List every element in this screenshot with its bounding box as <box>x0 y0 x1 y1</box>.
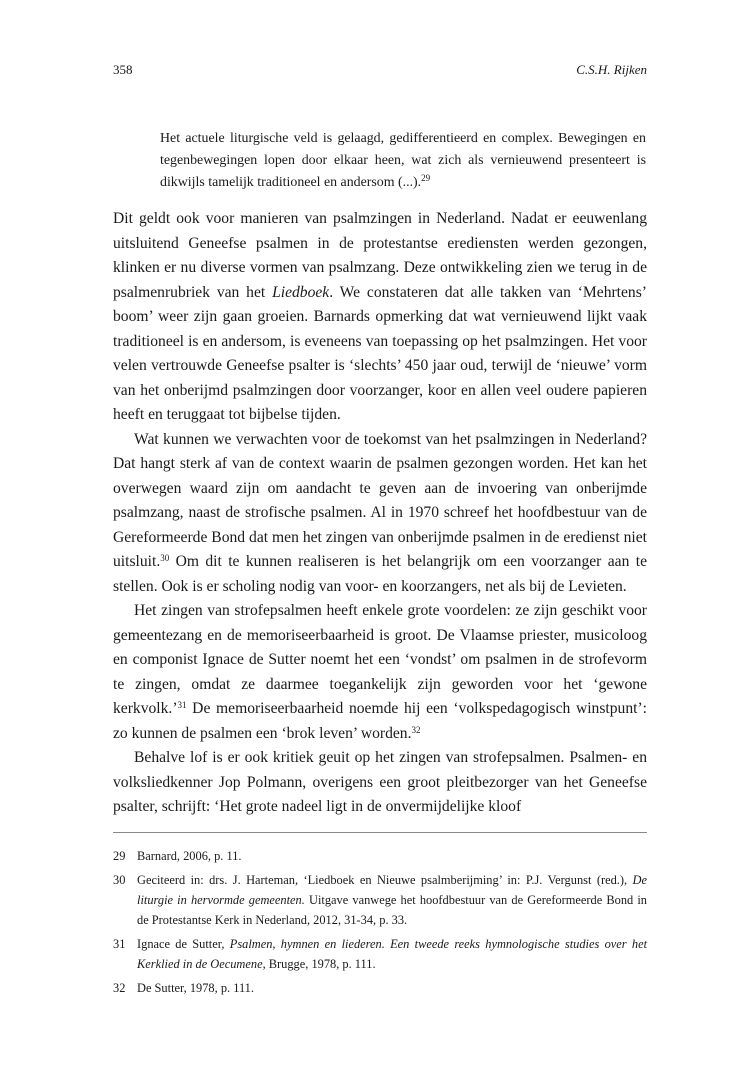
paragraph-3 <box>113 599 647 746</box>
paragraph-1-title-liedboek: Liedboek <box>272 283 330 301</box>
footnote-text-a: Ignace de Sutter, <box>137 937 230 951</box>
footnote-text-b: , Brugge, 1978, p. 111. <box>262 957 376 971</box>
footnote-30 <box>113 870 647 930</box>
footnote-text: Barnard, 2006, p. 11. <box>137 849 242 863</box>
footnote-text-a: Geciteerd in: drs. J. Harteman, ‘Liedboek en Nieuwe psalmberijming’ in: P.J. Vergunst (red.), <box>137 873 633 887</box>
footnote-divider <box>113 832 647 833</box>
block-quote-text: Het actuele liturgische veld is gelaagd, gedifferentieerd en complex. Bewegingen en tegenbewegingen lopen door elkaar heen, wat zich als vernieuwend presenteert is dikwijls tamelijk traditioneel en andersom (...). <box>160 131 646 190</box>
paragraph-3-text-b: De memoriseerbaarheid noemde hij een ‘volkspedagogisch winstpunt’: zo kunnen de psalmen een ‘brok leven’ worden. <box>113 700 647 742</box>
footnotes <box>113 846 647 1002</box>
page-number: 358 <box>113 62 133 77</box>
footnote-ref-29[interactable]: 29 <box>421 173 431 183</box>
footnote-number: 31 <box>113 937 126 951</box>
running-header <box>113 62 647 84</box>
footnote-number: 29 <box>113 849 126 863</box>
paragraph-2-text-b: Om dit te kunnen realiseren is het belangrijk om een voorzanger aan te stellen. Ook is er scholing nodig van voor- en koorzangers, net als bij de Levieten. <box>113 553 647 595</box>
footnote-ref-31[interactable]: 31 <box>177 700 187 710</box>
footnote-text-b: Uitgave vanwege het hoofdbestuur van de Gereformeerde Bond in de Protestantse Kerk in Nederland, 2012, 31-34, p. 33. <box>137 893 648 927</box>
paragraph-2 <box>113 428 647 600</box>
footnote-number: 32 <box>113 981 126 995</box>
paragraph-1 <box>113 207 647 428</box>
footnote-text: De Sutter, 1978, p. 111. <box>137 981 254 995</box>
footnote-31 <box>113 934 647 974</box>
footnote-number: 30 <box>113 873 126 887</box>
footnote-ref-30[interactable]: 30 <box>160 553 170 563</box>
footnote-ref-32[interactable]: 32 <box>411 724 421 735</box>
paragraph-2-text-a: Wat kunnen we verwachten voor de toekomst van het psalmzingen in Nederland? Dat hangt sterk af van de context waarin de psalmen gezongen worden. Het kan het overwegen waard zijn om aandacht te geven aan de invoering van onberijmde psalmzang, naast de strofische psalmen. Al in 1970 schreef het hoofdbestuur van de Gereformeerde Bond dat men het zingen van onberijmde psalmen in de eredienst niet uitsluit. <box>113 430 647 570</box>
running-header-author: C.S.H. Rijken <box>576 62 647 77</box>
paragraph-1-text-a: Dit geldt ook voor manieren van psalmzingen in Nederland. Nadat er eeuwenlang uitsluitend Geneefse psalmen in de protestantse erediensten werden gezongen, klinken er nu diverse vormen van psalmzang. Deze ontwikkeling zien we terug in de psalmenrubriek van het <box>113 210 647 301</box>
footnote-29 <box>113 846 647 866</box>
paragraph-1-text-b: . We constateren dat alle takken van ‘Mehrtens’ boom’ weer zijn gaan groeien. Barnards opmerking dat wat vernieuwend lijkt vaak traditioneel is en andersom, is eveneens van toepassing op het psalmzingen. Het voor velen vertrouwde Geneefse psalter is ‘slechts’ 450 jaar oud, terwijl de ‘nieuwe’ vorm van het onberijmd psalmzingen door voorzanger, koor en allen veel oudere papieren heeft en teruggaat tot bijbelse tijden. <box>113 283 647 423</box>
paragraph-4: Behalve lof is er ook kritiek geuit op het zingen van strofepsalmen. Psalmen- en volksliedkenner Jop Polmann, overigens een groot pleitbezorger van het Geneefse psalter, schrijft: ‘Het grote nadeel ligt in de onvermijdelijke kloof <box>113 749 647 815</box>
footnote-32 <box>113 978 647 998</box>
paragraph-3-text-a: Het zingen van strofepsalmen heeft enkele grote voordelen: ze zijn geschikt voor gemeentezang en de memoriseerbaarheid is groot. De Vlaamse priester, musicoloog en componist Ignace de Sutter noemt het een ‘vondst’ om psalmen in de strofevorm te zingen, omdat ze daarmee toegankelijk zijn geworden voor het ‘gewone kerkvolk.’ <box>113 602 647 717</box>
block-quote <box>160 128 646 194</box>
footnote-title: Psalmen, hymnen en liederen. Een tweede reeks hymnologische studies over het Kerklied in de Oecumene <box>137 937 648 971</box>
footnote-title: De liturgie in hervormde gemeenten. <box>137 873 647 907</box>
body-text <box>113 207 647 820</box>
